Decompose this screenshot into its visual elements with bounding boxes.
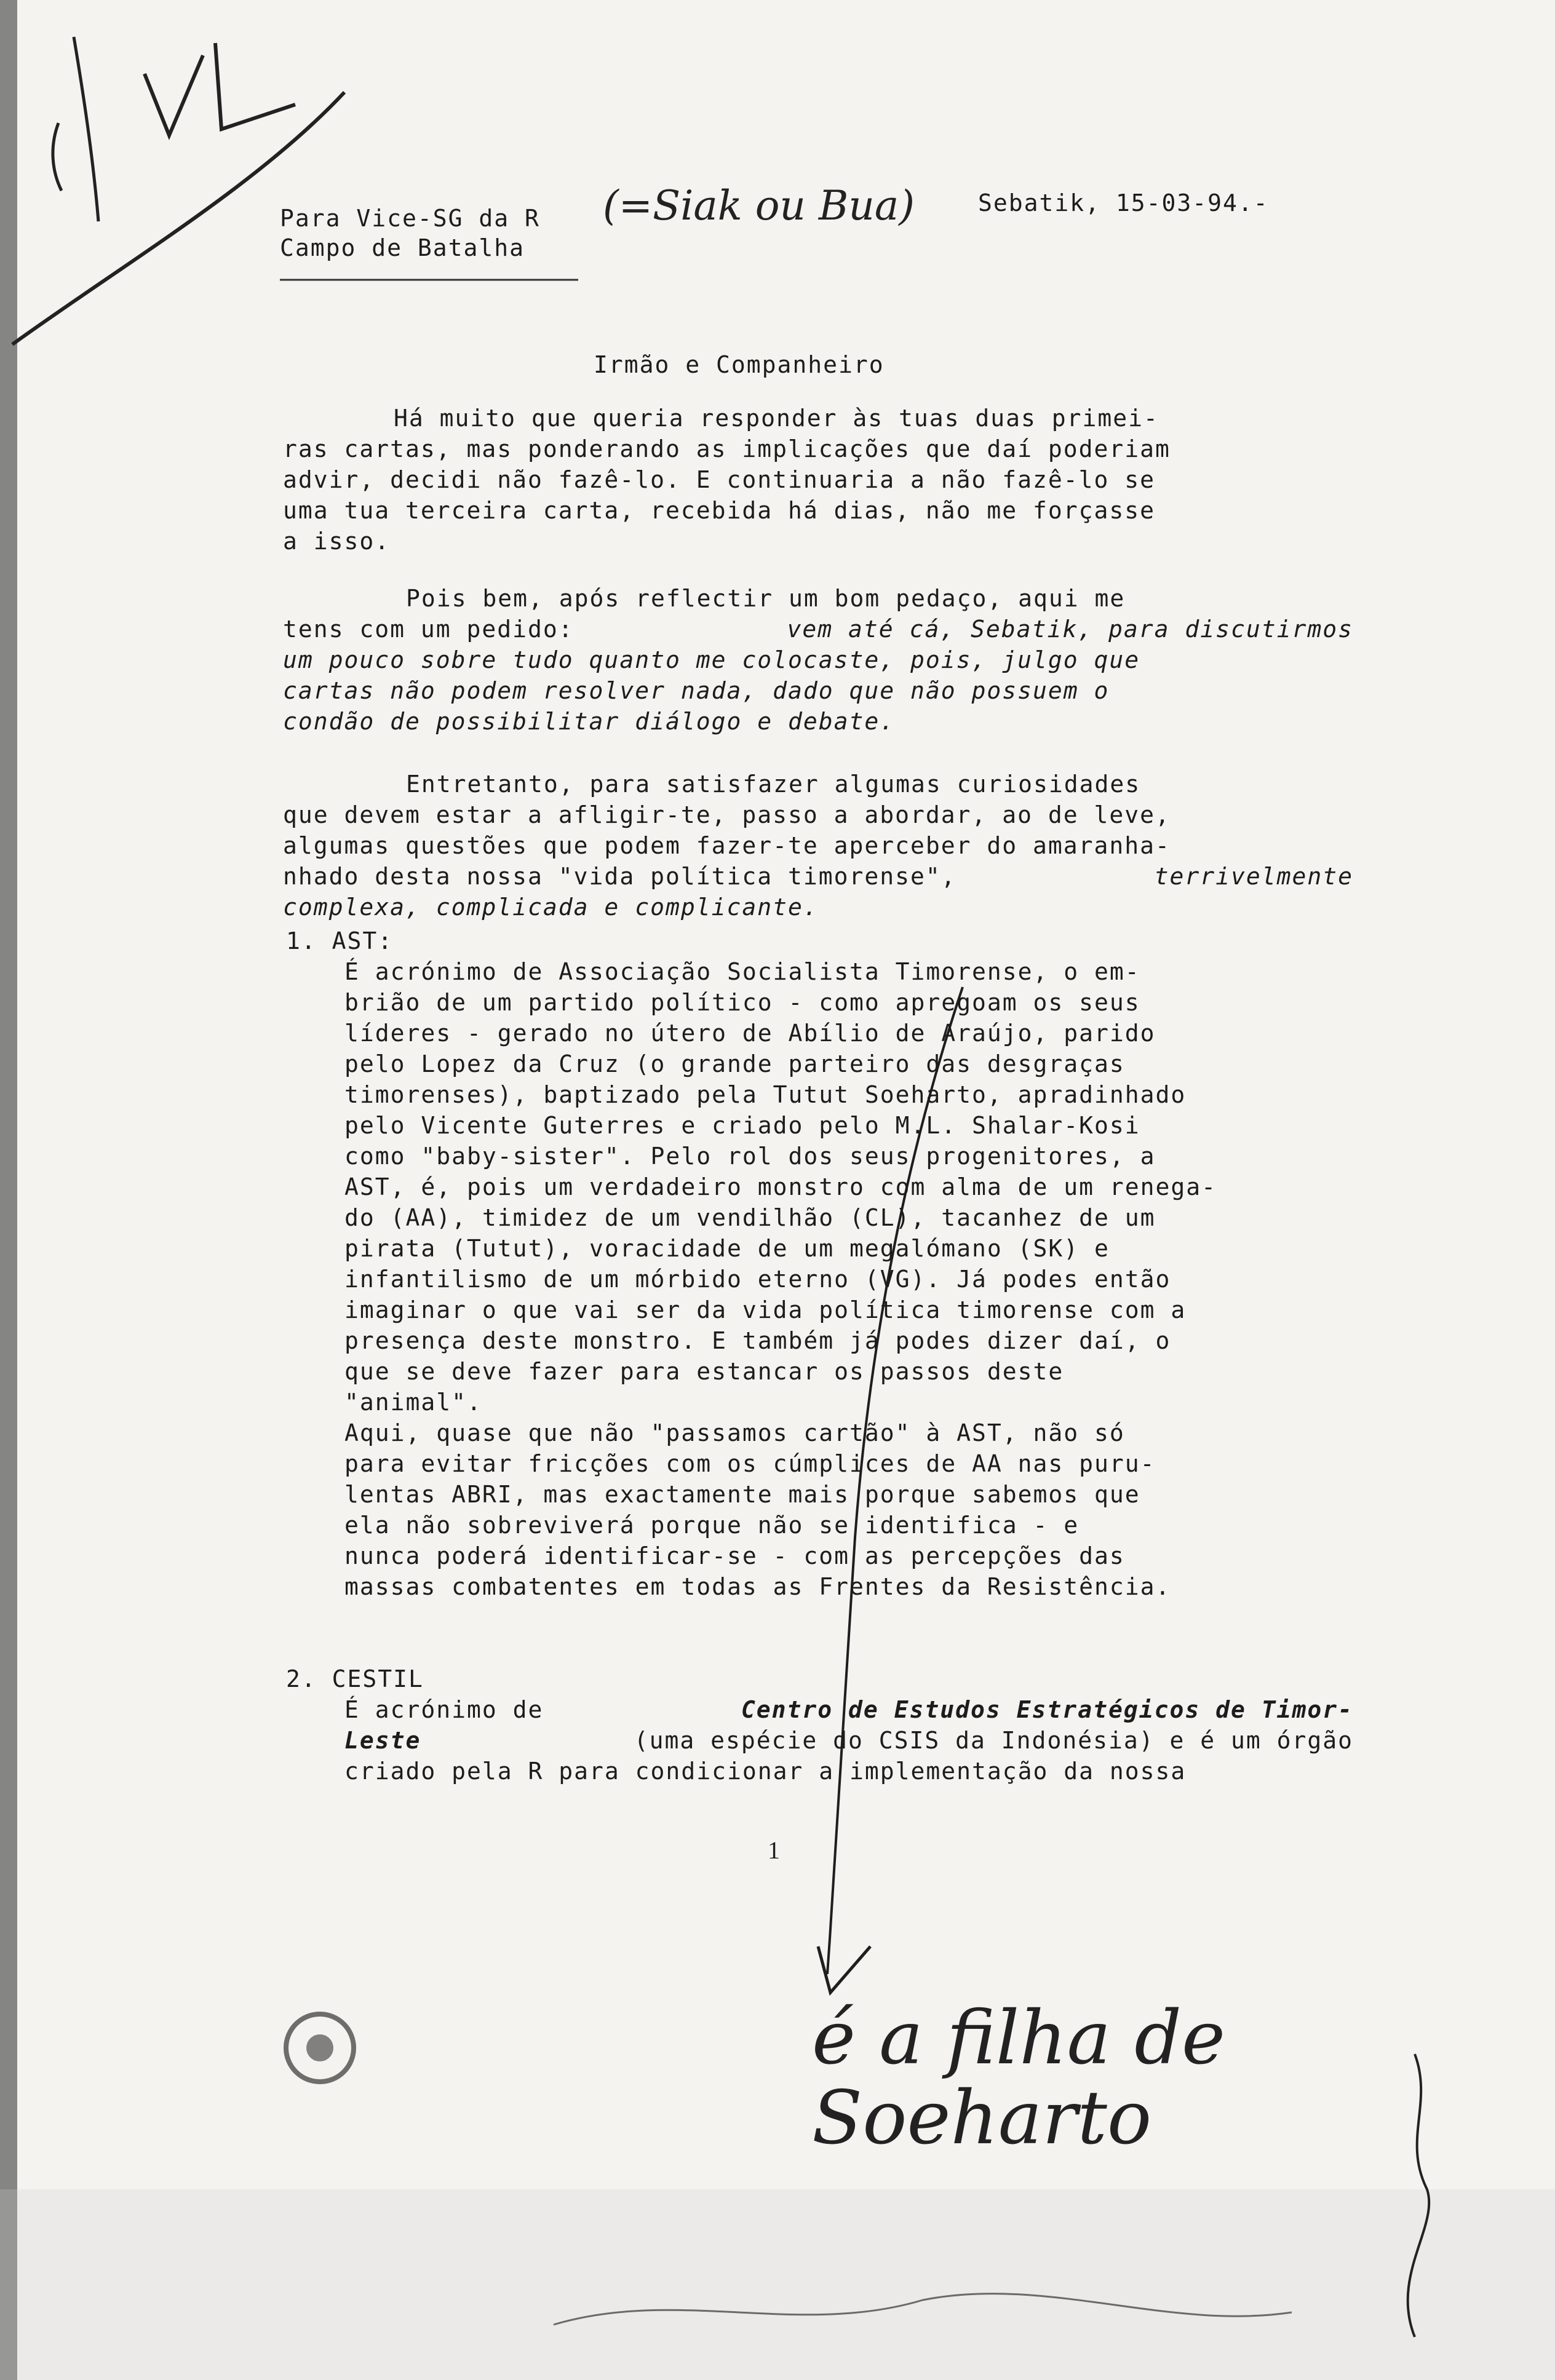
- paragraph-line: algumas questões que podem fazer-te aperceber do amaranha-: [283, 832, 1171, 859]
- paragraph-line: Entretanto, para satisfazer algumas curiosidades: [406, 771, 1141, 798]
- paragraph-line: complexa, complicada e complicante.: [283, 894, 819, 921]
- paragraph-italic-text: vem até cá, Sebatik, para discutirmos: [787, 616, 1353, 643]
- section-1-heading: 1. AST:: [286, 927, 394, 954]
- paragraph-line: uma tua terceira carta, recebida há dias, não me forçasse: [283, 497, 1156, 524]
- section-line: infantilismo de um mórbido eterno (VG). Já podes então: [344, 1266, 1171, 1293]
- section-line: massas combatentes em todas as Frentes da Resistência.: [344, 1573, 1171, 1600]
- section-line: "animal".: [344, 1389, 482, 1416]
- paragraph-line: um pouco sobre tudo quanto me colocaste, pois, julgo que: [283, 646, 1140, 673]
- paragraph-line: condão de possibilitar diálogo e debate.: [283, 708, 896, 735]
- section-2-body: [344, 1694, 1353, 1787]
- section-line: pirata (Tutut), voracidade de um megalómano (SK) e: [344, 1235, 1110, 1262]
- section-text: É acrónimo de: [344, 1696, 544, 1723]
- section-line: lentas ABRI, mas exactamente mais porque sabemos que: [344, 1481, 1140, 1508]
- section-line: líderes - gerado no útero de Abílio de Araújo, parido: [344, 1020, 1156, 1047]
- paragraph-line: que devem estar a afligir-te, passo a abordar, ao de leve,: [283, 801, 1171, 828]
- recipient-line-2: Campo de Batalha: [280, 234, 525, 261]
- paragraph-3: [283, 769, 1353, 922]
- section-line: imaginar o que vai ser da vida política timorense com a: [344, 1296, 1187, 1323]
- paragraph-text: tens com um pedido:: [283, 616, 574, 643]
- section-line: [344, 1694, 1353, 1725]
- section-line: criado pela R para condicionar a implementação da nossa: [344, 1758, 1187, 1785]
- paragraph-line: [283, 614, 1353, 645]
- section-line: timorenses), baptizado pela Tutut Soeharto, apradinhado: [344, 1081, 1187, 1108]
- paragraph-line: cartas não podem resolver nada, dado que não possuem o: [283, 677, 1110, 704]
- paragraph-2: [283, 583, 1353, 737]
- section-line: [344, 1725, 1353, 1756]
- section-line: brião de um partido político - como apregoam os seus: [344, 989, 1140, 1016]
- paragraph-italic-text: terrivelmente: [1154, 863, 1353, 890]
- section-line: nunca poderá identificar-se - com as percepções das: [344, 1542, 1125, 1569]
- section-text: (uma espécie do CSIS da Indonésia) e é um órgão: [634, 1727, 1353, 1754]
- handwritten-bracket-note: (=Siak ou Bua): [603, 182, 915, 229]
- section-line: É acrónimo de Associação Socialista Timorense, o em-: [344, 958, 1140, 985]
- paragraph-line: a isso.: [283, 528, 391, 555]
- section-line: ela não sobreviverá porque não se identifica - e: [344, 1512, 1080, 1539]
- section-line: AST, é, pois um verdadeiro monstro com alma de um renega-: [344, 1173, 1217, 1200]
- section-line: pelo Vicente Guterres e criado pelo M.L. Shalar-Kosi: [344, 1112, 1140, 1139]
- handwritten-bottom-note: é a filha de Soeharto: [812, 1996, 1226, 2161]
- section-line: para evitar fricções com os cúmplices de AA nas puru-: [344, 1450, 1156, 1477]
- section-1-body: [344, 956, 1353, 1602]
- section-line: que se deve fazer para estancar os passos deste: [344, 1358, 1064, 1385]
- recipient-line-1: Para Vice-SG da R: [280, 205, 540, 232]
- section-2-heading: 2. CESTIL: [286, 1665, 424, 1692]
- section-line: pelo Lopez da Cruz (o grande parteiro das desgraças: [344, 1050, 1125, 1077]
- section-italic-text: Leste: [344, 1727, 421, 1754]
- paragraph-line: advir, decidi não fazê-lo. E continuaria a não fazê-lo se: [283, 466, 1156, 493]
- place-and-date: Sebatik, 15-03-94.-: [978, 189, 1269, 216]
- paragraph-line: Há muito que queria responder às tuas duas primei-: [394, 405, 1159, 432]
- section-line: do (AA), timidez de um vendilhão (CL), tacanhez de um: [344, 1204, 1156, 1231]
- section-line: como "baby-sister". Pelo rol dos seus progenitores, a: [344, 1143, 1156, 1170]
- page-number: 1: [768, 1836, 780, 1864]
- paragraph-1: [283, 403, 1353, 557]
- section-line: Aqui, quase que não "passamos cartão" à AST, não só: [344, 1419, 1125, 1446]
- paragraph-line: ras cartas, mas ponderando as implicações que daí poderiam: [283, 435, 1171, 462]
- section-italic-text: Centro de Estudos Estratégicos de Timor-: [741, 1696, 1353, 1723]
- salutation: Irmão e Companheiro: [594, 351, 885, 378]
- paragraph-line: Pois bem, após reflectir um bom pedaço, aqui me: [406, 585, 1126, 612]
- paragraph-text: nhado desta nossa "vida política timorense",: [283, 863, 956, 890]
- paragraph-line: [283, 861, 1353, 892]
- section-line: presença deste monstro. E também já podes dizer daí, o: [344, 1327, 1171, 1354]
